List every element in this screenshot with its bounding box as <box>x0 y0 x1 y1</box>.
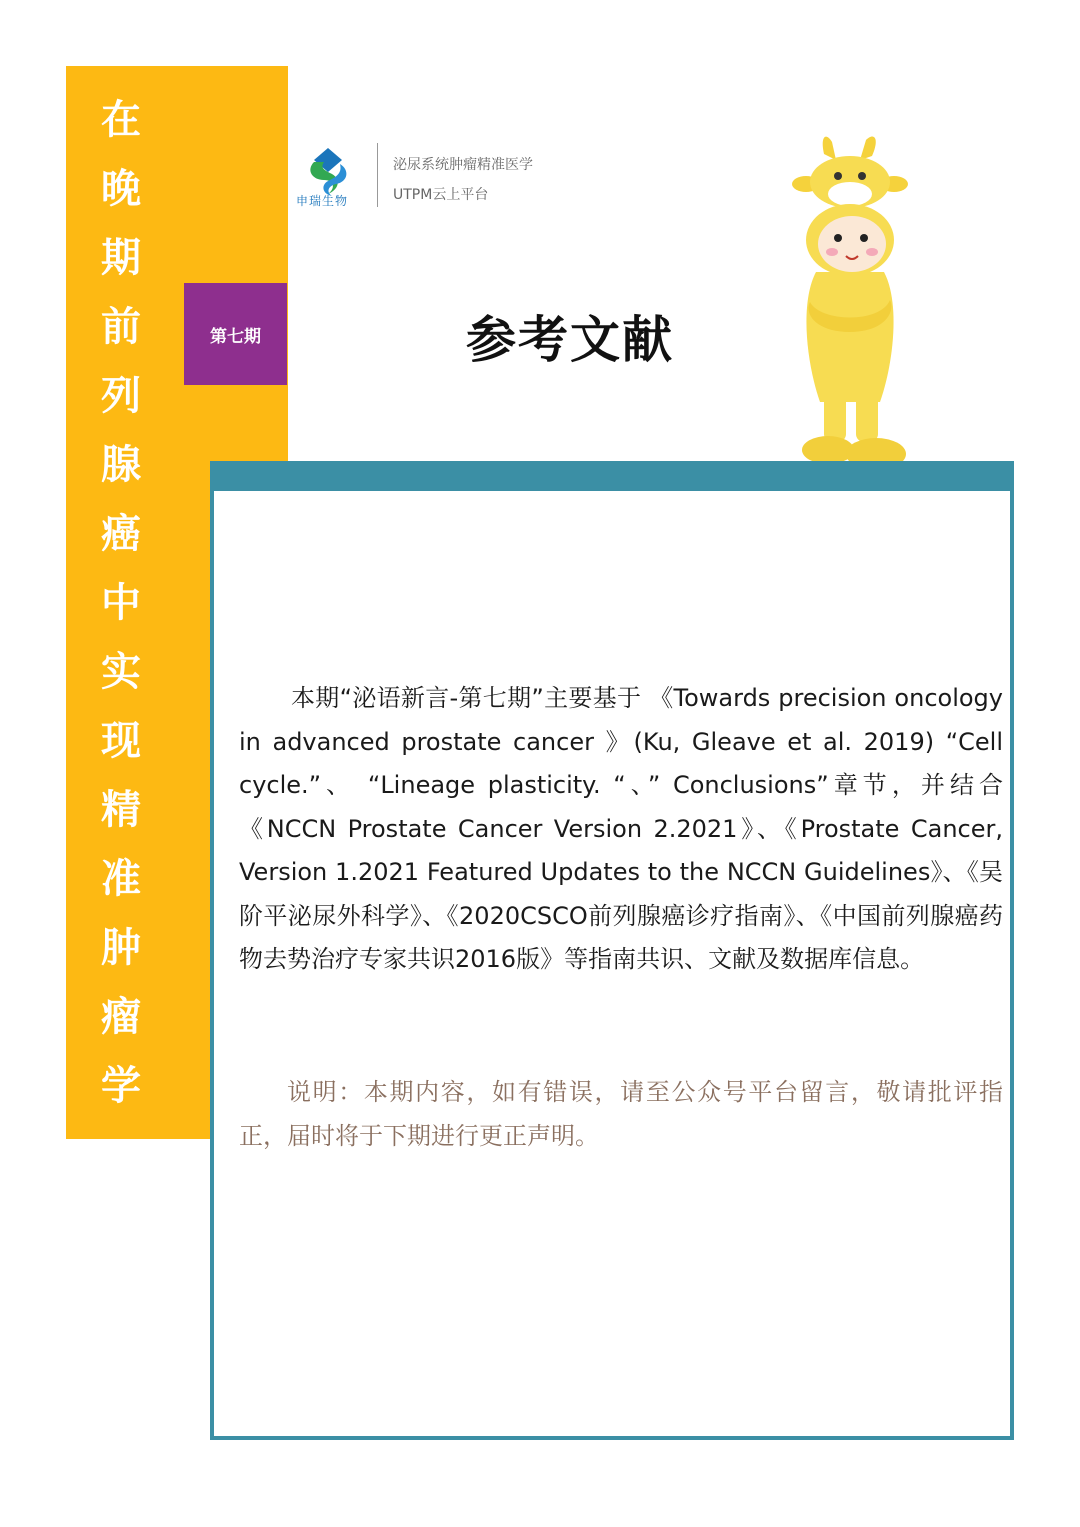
reference-paragraph: 本期“泌语新言-第七期”主要基于 《Towards precision oncology in advanced prostate cancer 》(Ku, Gleave et al. 2019) “Cell cycle.”、 “Lineage plasticity. “、” Conclusions”章节，并结合《NCCN Prostate Cancer Version 2.2021》、《Prostate Cancer, Version 1.2021 Featured Updates to the NCCN Guidelines》、《吴阶平泌尿外科学》、《2020CSCO前列腺癌诊疗指南》、《中国前列腺癌药物去势治疗专家共识2016版》等指南共识、文献及数据库信息。 <box>239 684 1003 973</box>
title-char: 精 <box>101 787 141 833</box>
title-char: 准 <box>101 856 141 902</box>
title-char: 腺 <box>101 442 141 488</box>
company-name: 申瑞生物 <box>296 194 349 208</box>
title-char: 学 <box>101 1063 141 1109</box>
title-char: 肿 <box>101 925 141 971</box>
title-char: 在 <box>101 97 141 143</box>
title-char: 癌 <box>101 511 141 557</box>
mascot-figure <box>780 132 920 477</box>
logo-divider <box>377 143 378 207</box>
header-area <box>288 66 788 462</box>
vertical-series-title <box>66 86 176 1121</box>
page-title: 参考文献 <box>466 311 674 369</box>
title-char: 实 <box>101 649 141 695</box>
title-char: 瘤 <box>101 994 141 1040</box>
title-char: 前 <box>101 304 141 350</box>
platform-subtitle: UTPM云上平台 <box>393 187 489 203</box>
title-char: 现 <box>101 718 141 764</box>
disclaimer-note: 说明：本期内容，如有错误，请至公众号平台留言，敬请批评指正，届时将于下期进行更正声明。 <box>239 1078 1003 1150</box>
title-char: 晚 <box>101 166 141 212</box>
title-char: 列 <box>101 373 141 419</box>
platform-name: 泌尿系统肿瘤精准医学 <box>393 157 533 173</box>
title-char: 中 <box>101 580 141 626</box>
title-char: 期 <box>101 235 141 281</box>
issue-tag: 第七期 <box>184 283 287 385</box>
